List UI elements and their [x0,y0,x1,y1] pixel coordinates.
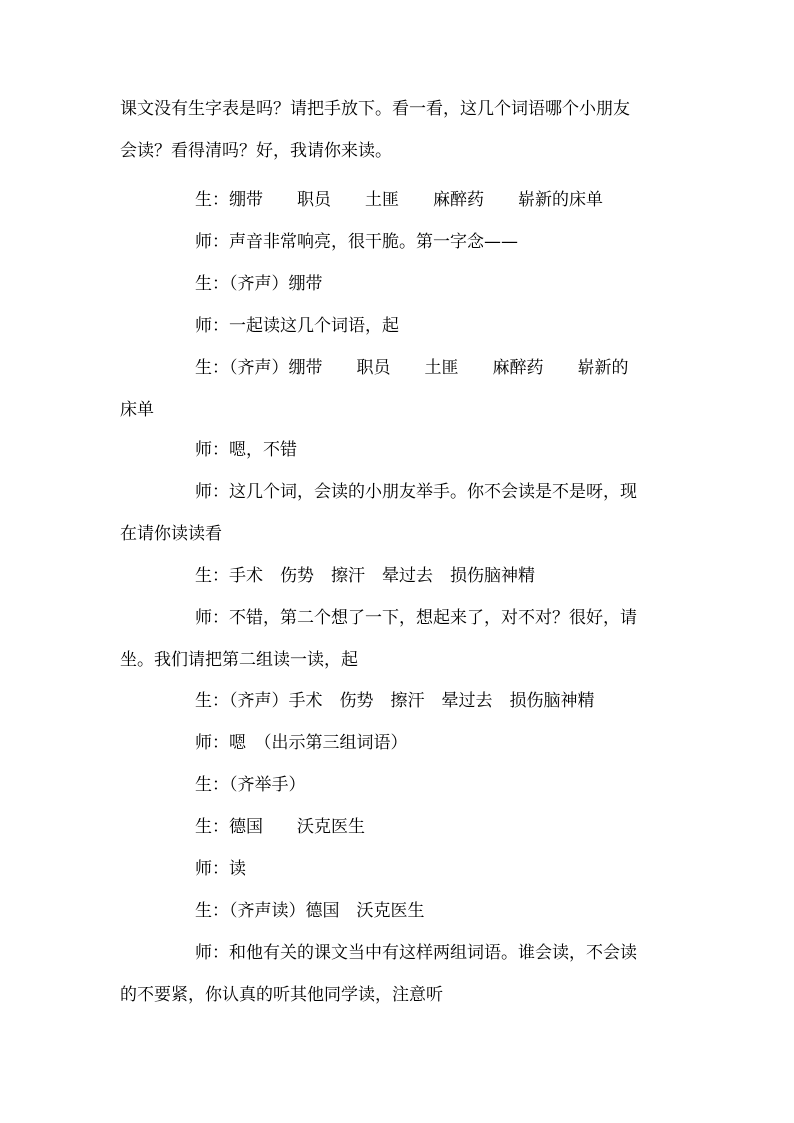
teacher-line: 师：嗯，不错 [195,440,297,460]
student-line: 生：（齐声）手术 伤势 擦汗 晕过去 损伤脑神精 [195,691,595,711]
teacher-line: 师：和他有关的课文当中有这样两组词语。谁会读，不会读 [195,943,637,963]
student-line: 生：手术 伤势 擦汗 晕过去 损伤脑神精 [195,566,535,586]
paragraph-text: 会读？看得清吗？好，我请你来读。 [120,141,392,161]
teacher-line: 师：不错，第二个想了一下，想起来了，对不对？很好，请 [195,608,637,628]
teacher-line: 师：读 [195,859,246,879]
student-line: 生：（齐声）绷带 [195,274,323,294]
teacher-line: 师：嗯 （出示第三组词语） [195,733,408,753]
teacher-line-continued: 的不要紧，你认真的听其他同学读，注意听 [120,985,443,1005]
student-line: 生：德国 沃克医生 [195,817,365,837]
student-line: 生：（齐声）绷带 职员 土匪 麻醉药 崭新的 [195,358,629,378]
paragraph-text: 课文没有生字表是吗？请把手放下。看一看，这几个词语哪个小朋友 [120,99,630,119]
student-line: 生：（齐举手） [195,775,306,795]
teacher-line-continued: 在请你读读看 [120,524,222,544]
teacher-line: 师：这几个词，会读的小朋友举手。你不会读是不是呀，现 [195,482,637,502]
student-line: 生：绷带 职员 土匪 麻醉药 崭新的床单 [195,190,603,210]
teacher-line: 师：声音非常响亮，很干脆。第一字念—— [195,232,518,252]
student-line: 生：（齐声读）德国 沃克医生 [195,901,425,921]
student-line-continued: 床单 [120,400,154,420]
teacher-line-continued: 坐。我们请把第二组读一读，起 [120,650,358,670]
teacher-line: 师：一起读这几个词语，起 [195,316,399,336]
